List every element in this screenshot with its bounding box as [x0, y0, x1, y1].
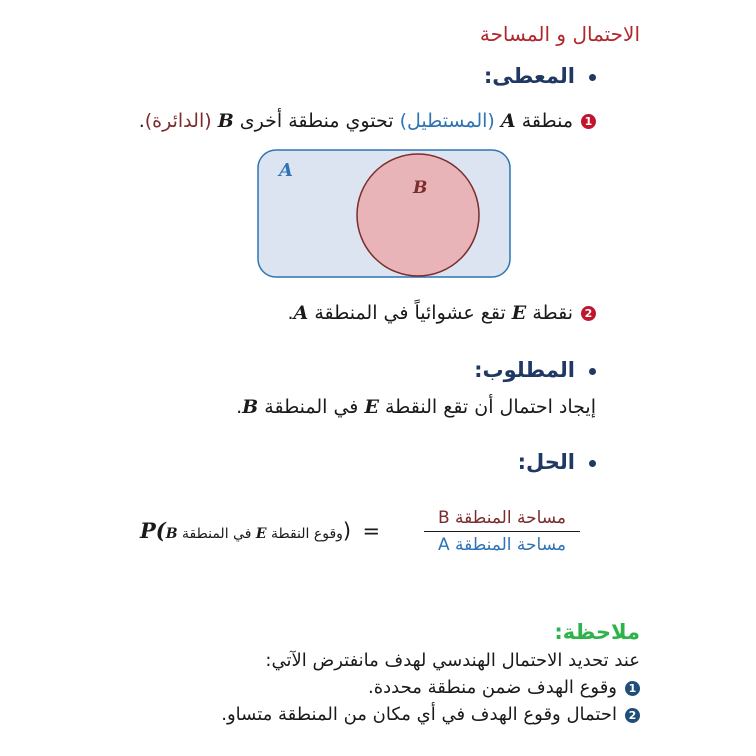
letter-a: A — [500, 110, 516, 132]
fraction — [422, 508, 582, 555]
p-symbol: P — [140, 518, 156, 543]
given-item-2 — [287, 302, 596, 324]
rect-label: (المستطيل) — [399, 110, 495, 132]
note-item-text: وقوع الهدف ضمن منطقة محددة. — [368, 677, 617, 698]
bullet-dot — [589, 74, 596, 81]
given-heading — [484, 64, 596, 88]
note-item-2 — [221, 704, 640, 725]
fraction-numerator: مساحة المنطقة B — [437, 508, 567, 528]
note-item-text: احتمال وقوع الهدف في أي مكان من المنطقة متساو. — [221, 704, 617, 725]
required-heading-text: المطلوب: — [474, 358, 575, 382]
note-item-1 — [368, 677, 640, 698]
text-fragment: وقوع النقطة — [270, 526, 343, 542]
number-badge-1: 1 — [625, 681, 640, 696]
number-badge-2: 2 — [625, 708, 640, 723]
required-text — [236, 396, 596, 418]
text-fragment: تحتوي منطقة أخرى — [239, 110, 394, 132]
open-paren: ( — [155, 518, 166, 543]
letter-a: A — [293, 302, 309, 324]
letter-b: B — [217, 110, 234, 132]
fraction-bar — [424, 531, 580, 532]
letter-e: E — [511, 302, 527, 324]
equals-sign: = — [362, 519, 381, 543]
label-a: A — [279, 160, 293, 181]
letter-e: E — [255, 526, 267, 542]
given-heading-text: المعطى: — [483, 64, 575, 88]
close-paren: ) — [342, 519, 352, 543]
fraction-denominator: مساحة المنطقة A — [437, 535, 567, 555]
page-title: الاحتمال و المساحة — [479, 22, 640, 46]
text-fragment: في المنطقة — [264, 396, 359, 418]
venn-diagram — [257, 149, 511, 278]
period: . — [138, 110, 145, 132]
event-text — [166, 526, 343, 542]
letter-b: B — [242, 396, 259, 418]
text-fragment: منطقة — [521, 110, 573, 132]
label-b: B — [413, 178, 428, 198]
letter-e: E — [364, 396, 379, 418]
probability-formula — [140, 502, 600, 572]
bullet-dot — [589, 460, 596, 467]
period: . — [236, 396, 243, 418]
number-badge-1: 1 — [581, 114, 596, 129]
text-fragment: في المنطقة — [182, 526, 252, 542]
formula-lhs — [140, 518, 380, 543]
number-badge-2: 2 — [581, 306, 596, 321]
circle-label: (الدائرة) — [144, 110, 212, 132]
bullet-dot — [589, 368, 596, 375]
period: . — [287, 302, 294, 324]
note-intro: عند تحديد الاحتمال الهندسي لهدف مانفترض الآتي: — [265, 650, 640, 671]
text-fragment: تقع عشوائياً في المنطقة — [314, 302, 506, 324]
required-heading — [474, 358, 596, 382]
solution-heading — [518, 450, 596, 474]
region-b-circle — [357, 154, 479, 276]
letter-b: B — [165, 526, 178, 542]
solution-heading-text: الحل: — [517, 450, 575, 474]
note-heading: ملاحظة: — [554, 620, 640, 644]
given-item-1 — [139, 110, 596, 132]
text-fragment: نقطة — [532, 302, 573, 324]
text-fragment: إيجاد احتمال أن تقع النقطة — [384, 396, 596, 418]
